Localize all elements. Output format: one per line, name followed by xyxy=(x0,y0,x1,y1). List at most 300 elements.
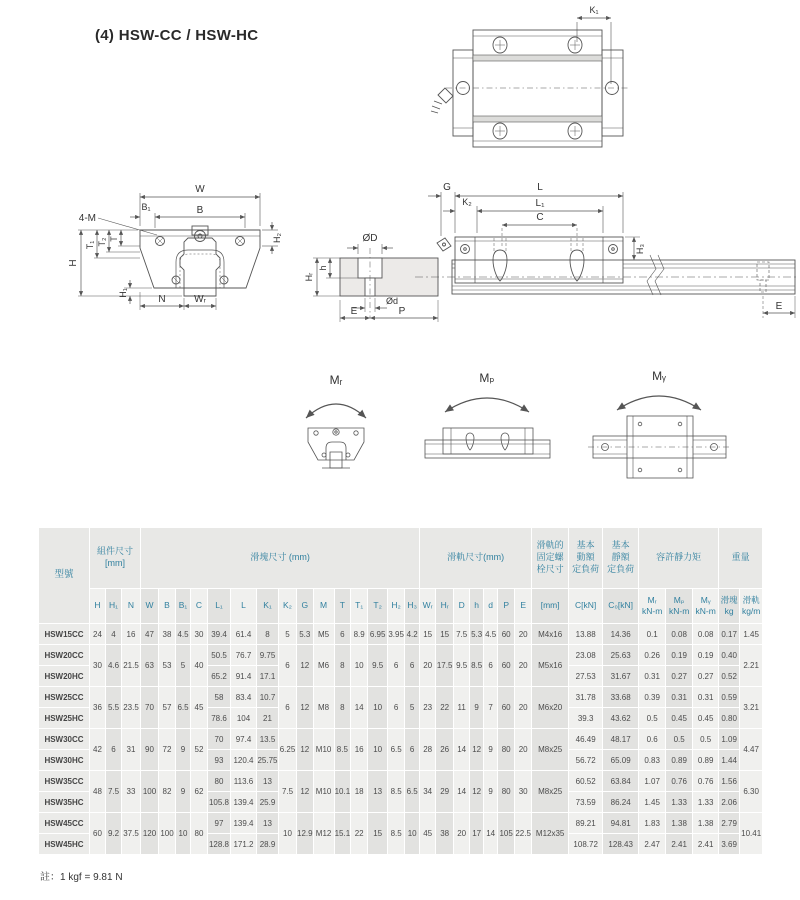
group-header: 基本 動額 定負荷 xyxy=(569,528,602,588)
moment-diagrams xyxy=(306,369,731,478)
spec-cell: 22 xyxy=(436,687,453,728)
spec-cell: 60 xyxy=(90,813,105,854)
column-header: W xyxy=(141,589,158,623)
spec-cell: 31.67 xyxy=(603,666,638,686)
group-header: 重量 xyxy=(719,528,762,588)
table-row xyxy=(39,624,762,644)
dim-label-w: W xyxy=(195,184,205,195)
column-header: C xyxy=(191,589,207,623)
model-cell: HSW35CC xyxy=(39,771,89,791)
page-title: (4) HSW-CC / HSW-HC xyxy=(95,27,259,44)
spec-table xyxy=(38,527,763,855)
spec-cell: 0.5 xyxy=(639,708,665,728)
spec-cell: 31.78 xyxy=(569,687,602,707)
spec-cell: 4.5 xyxy=(176,624,190,644)
spec-cell: 0.5 xyxy=(693,729,718,749)
spec-cell: 10 xyxy=(368,687,387,728)
spec-cell: 45 xyxy=(191,687,207,728)
spec-cell: M6 xyxy=(314,645,334,686)
spec-cell: 78.6 xyxy=(208,708,230,728)
spec-cell: 15 xyxy=(420,624,435,644)
spec-cell: 113.6 xyxy=(231,771,256,791)
spec-cell: 60.52 xyxy=(569,771,602,791)
spec-cell: 8.5 xyxy=(470,645,483,686)
spec-cell: 8 xyxy=(335,645,351,686)
spec-cell: M4x16 xyxy=(532,624,568,644)
column-header: C₀[kN] xyxy=(603,589,638,623)
spec-cell: 82 xyxy=(159,771,175,812)
spec-cell: M8x25 xyxy=(532,729,568,770)
column-header: L₁ xyxy=(208,589,230,623)
grease-nipple-icon xyxy=(431,88,453,113)
spec-cell: 39.4 xyxy=(208,624,230,644)
spec-cell: 128.43 xyxy=(603,834,638,854)
table-row xyxy=(39,687,762,707)
spec-cell: 0.08 xyxy=(693,624,718,644)
spec-cell: 12.9 xyxy=(297,813,313,854)
column-header: M xyxy=(314,589,334,623)
spec-cell: M6x20 xyxy=(532,687,568,728)
moment-mr-icon xyxy=(308,428,364,468)
spec-cell: 0.27 xyxy=(666,666,692,686)
spec-cell: 100 xyxy=(159,813,175,854)
dim-label-c: C xyxy=(536,212,544,223)
group-header: 基本 靜額 定負荷 xyxy=(603,528,638,588)
spec-cell: 5.3 xyxy=(470,624,483,644)
dim-label-n: N xyxy=(158,294,166,305)
dim-label-h2: H₂ xyxy=(272,233,282,243)
spec-cell: 0.89 xyxy=(693,750,718,770)
dim-label-4m: 4-M xyxy=(78,213,96,224)
spec-cell: 57 xyxy=(159,687,175,728)
group-header: 容許靜力矩 xyxy=(639,528,718,588)
spec-cell: 6.5 xyxy=(176,687,190,728)
column-header: [mm] xyxy=(532,589,568,623)
column-header: H₃ xyxy=(405,589,419,623)
spec-cell: 7.5 xyxy=(454,624,469,644)
spec-cell: 27.53 xyxy=(569,666,602,686)
spec-cell: 108.72 xyxy=(569,834,602,854)
spec-cell: 104 xyxy=(231,708,256,728)
group-header: 滑軌的 固定螺 栓尺寸 xyxy=(532,528,568,588)
spec-cell: 25.75 xyxy=(257,750,278,770)
spec-cell: 2.41 xyxy=(666,834,692,854)
spec-cell: 90 xyxy=(141,729,158,770)
spec-cell: 10 xyxy=(368,729,387,770)
spec-cell: 9 xyxy=(176,729,190,770)
spec-cell: 30 xyxy=(90,645,105,686)
spec-cell: 58 xyxy=(208,687,230,707)
spec-cell: 4.47 xyxy=(740,729,762,770)
spec-cell: 20 xyxy=(515,624,531,644)
spec-cell: 12 xyxy=(470,729,483,770)
spec-cell: 23.08 xyxy=(569,645,602,665)
spec-cell: 93 xyxy=(208,750,230,770)
spec-cell: 13 xyxy=(257,813,278,833)
spec-cell: 0.1 xyxy=(639,624,665,644)
dim-label-b1: B₁ xyxy=(141,202,151,212)
column-header: T xyxy=(335,589,351,623)
dim-label-h: H xyxy=(68,259,79,267)
spec-cell: 48 xyxy=(90,771,105,812)
spec-cell: 10.1 xyxy=(335,771,351,812)
spec-cell: 28.9 xyxy=(257,834,278,854)
column-header: H xyxy=(90,589,105,623)
spec-cell: 80 xyxy=(208,771,230,791)
table-column-header-row xyxy=(39,589,762,623)
spec-cell: 1.09 xyxy=(719,729,739,749)
column-header: P xyxy=(498,589,514,623)
assembly-side-view xyxy=(415,182,798,318)
spec-cell: 5.3 xyxy=(297,624,313,644)
spec-cell: 0.39 xyxy=(639,687,665,707)
column-header: L xyxy=(231,589,256,623)
column-header: H₁ xyxy=(106,589,121,623)
spec-cell: 4.6 xyxy=(106,645,121,686)
spec-cell: 63 xyxy=(141,645,158,686)
spec-cell: 0.6 xyxy=(639,729,665,749)
spec-cell: 10 xyxy=(351,645,367,686)
spec-cell: 39.3 xyxy=(569,708,602,728)
spec-cell: 1.33 xyxy=(666,792,692,812)
column-header: h xyxy=(470,589,483,623)
spec-cell: 6 xyxy=(388,645,404,686)
spec-cell: 9 xyxy=(176,771,190,812)
moment-label-mp: Mₚ xyxy=(479,371,495,385)
model-cell: HSW45HC xyxy=(39,834,89,854)
spec-cell: 6.5 xyxy=(405,771,419,812)
spec-cell: 4.2 xyxy=(405,624,419,644)
spec-cell: 23.5 xyxy=(122,687,140,728)
spec-cell: 0.76 xyxy=(666,771,692,791)
spec-cell: 5 xyxy=(405,687,419,728)
spec-cell: 6.95 xyxy=(368,624,387,644)
spec-cell: 21.5 xyxy=(122,645,140,686)
column-header: Mᵧ kN-m xyxy=(693,589,718,623)
spec-cell: 128.8 xyxy=(208,834,230,854)
spec-cell: 80 xyxy=(498,771,514,812)
dim-label-t1: T₁ xyxy=(85,240,95,250)
spec-cell: 1.07 xyxy=(639,771,665,791)
spec-cell: 9.75 xyxy=(257,645,278,665)
spec-cell: 33.68 xyxy=(603,687,638,707)
spec-cell: 9.2 xyxy=(106,813,121,854)
spec-cell: 3.21 xyxy=(740,687,762,728)
moment-label-mr: Mᵣ xyxy=(329,373,343,387)
column-header: B₁ xyxy=(176,589,190,623)
spec-cell: 5.5 xyxy=(106,687,121,728)
spec-cell: 10 xyxy=(279,813,296,854)
spec-cell: 61.4 xyxy=(231,624,256,644)
column-header: d xyxy=(484,589,497,623)
column-header: E xyxy=(515,589,531,623)
spec-cell: 9 xyxy=(484,771,497,812)
model-cell: HSW25HC xyxy=(39,708,89,728)
spec-cell: 100 xyxy=(141,771,158,812)
column-header: B xyxy=(159,589,175,623)
column-header: C[kN] xyxy=(569,589,602,623)
spec-cell: 29 xyxy=(436,771,453,812)
group-header: 組件尺寸 [mm] xyxy=(90,528,140,588)
spec-cell: 33 xyxy=(122,771,140,812)
spec-cell: 94.81 xyxy=(603,813,638,833)
spec-cell: 12 xyxy=(297,687,313,728)
spec-cell: 89.21 xyxy=(569,813,602,833)
spec-cell: 48.17 xyxy=(603,729,638,749)
spec-cell: 0.19 xyxy=(666,645,692,665)
group-header: 滑軌尺寸(mm) xyxy=(420,528,531,588)
spec-cell: 7.5 xyxy=(279,771,296,812)
spec-cell: 63.84 xyxy=(603,771,638,791)
spec-cell: 8.9 xyxy=(351,624,367,644)
spec-cell: 0.08 xyxy=(666,624,692,644)
spec-cell: 26 xyxy=(436,729,453,770)
spec-cell: 6.25 xyxy=(279,729,296,770)
spec-cell: 1.45 xyxy=(740,624,762,644)
table-row xyxy=(39,729,762,749)
dim-label-hr: Hᵣ xyxy=(304,272,314,282)
spec-cell: 6 xyxy=(279,645,296,686)
column-header: G xyxy=(297,589,313,623)
dim-label-hsmall: h xyxy=(318,265,328,271)
table-row xyxy=(39,771,762,791)
spec-cell: 0.89 xyxy=(666,750,692,770)
spec-cell: 38 xyxy=(159,624,175,644)
spec-cell: 8.5 xyxy=(388,771,404,812)
spec-cell: 20 xyxy=(515,645,531,686)
spec-cell: 6.30 xyxy=(740,771,762,812)
spec-cell: 9 xyxy=(484,729,497,770)
spec-cell: 13.88 xyxy=(569,624,602,644)
column-header: D xyxy=(454,589,469,623)
spec-cell: 25.9 xyxy=(257,792,278,812)
spec-cell: 91.4 xyxy=(231,666,256,686)
spec-cell: 34 xyxy=(420,771,435,812)
spec-cell: 15 xyxy=(436,624,453,644)
spec-cell: 0.5 xyxy=(666,729,692,749)
spec-cell: 60 xyxy=(498,687,514,728)
model-cell: HSW20CC xyxy=(39,645,89,665)
spec-cell: 2.06 xyxy=(719,792,739,812)
spec-cell: 17 xyxy=(470,813,483,854)
spec-cell: 2.41 xyxy=(693,834,718,854)
spec-cell: 13 xyxy=(368,771,387,812)
spec-cell: 6 xyxy=(405,729,419,770)
spec-cell: M12 xyxy=(314,813,334,854)
spec-cell: 139.4 xyxy=(231,792,256,812)
spec-cell: 0.83 xyxy=(639,750,665,770)
moment-my-icon xyxy=(588,416,731,478)
spec-cell: 1.56 xyxy=(719,771,739,791)
table-group-header-row xyxy=(39,528,762,588)
spec-cell: 25.63 xyxy=(603,645,638,665)
spec-cell: 120.4 xyxy=(231,750,256,770)
spec-cell: 65.09 xyxy=(603,750,638,770)
spec-cell: 6 xyxy=(335,624,351,644)
dim-label-e: E xyxy=(350,306,358,317)
spec-cell: 8.5 xyxy=(335,729,351,770)
grease-nipple-side-icon xyxy=(437,238,451,251)
spec-cell: 36 xyxy=(90,687,105,728)
column-header: T₂ xyxy=(368,589,387,623)
spec-cell: 2.21 xyxy=(740,645,762,686)
spec-cell: M5 xyxy=(314,624,334,644)
spec-cell: 17.1 xyxy=(257,666,278,686)
spec-cell: 12 xyxy=(297,645,313,686)
column-header: Wᵣ xyxy=(420,589,435,623)
column-header: K₂ xyxy=(279,589,296,623)
spec-cell: 24 xyxy=(90,624,105,644)
dim-label-p: P xyxy=(398,306,406,317)
spec-cell: 4 xyxy=(106,624,121,644)
spec-cell: 7.5 xyxy=(106,771,121,812)
spec-cell: 9.5 xyxy=(368,645,387,686)
spec-cell: 6 xyxy=(279,687,296,728)
spec-cell: 139.4 xyxy=(231,813,256,833)
spec-cell: 10 xyxy=(405,813,419,854)
spec-cell: 0.45 xyxy=(666,708,692,728)
spec-cell: 42 xyxy=(90,729,105,770)
spec-cell: 8 xyxy=(257,624,278,644)
spec-cell: 6 xyxy=(484,645,497,686)
moment-label-my: Mᵧ xyxy=(652,369,666,383)
model-cell: HSW20HC xyxy=(39,666,89,686)
spec-cell: 73.59 xyxy=(569,792,602,812)
spec-cell: 16 xyxy=(351,729,367,770)
column-header: 滑塊 kg xyxy=(719,589,739,623)
model-cell: HSW15CC xyxy=(39,624,89,644)
spec-cell: 23 xyxy=(420,687,435,728)
spec-cell: 0.80 xyxy=(719,708,739,728)
spec-cell: 50.5 xyxy=(208,645,230,665)
spec-cell: 2.79 xyxy=(719,813,739,833)
spec-cell: 6.5 xyxy=(388,729,404,770)
dim-label-l1: L₁ xyxy=(535,198,545,209)
spec-cell: 10.7 xyxy=(257,687,278,707)
spec-cell: 38 xyxy=(436,813,453,854)
spec-cell: 62 xyxy=(191,771,207,812)
spec-cell: 0.31 xyxy=(693,687,718,707)
spec-cell: 40 xyxy=(191,645,207,686)
spec-cell: 0.52 xyxy=(719,666,739,686)
spec-cell: M5x16 xyxy=(532,645,568,686)
spec-cell: 70 xyxy=(141,687,158,728)
spec-cell: 0.45 xyxy=(693,708,718,728)
spec-cell: M12x35 xyxy=(532,813,568,854)
spec-cell: 0.31 xyxy=(666,687,692,707)
spec-cell: M8x25 xyxy=(532,771,568,812)
column-header: H₂ xyxy=(388,589,404,623)
spec-cell: 13.5 xyxy=(257,729,278,749)
dim-label-od: ØD xyxy=(362,233,378,244)
spec-cell: 14 xyxy=(484,813,497,854)
spec-cell: 1.38 xyxy=(666,813,692,833)
dim-label-k2: K₂ xyxy=(462,197,472,207)
column-header: T₁ xyxy=(351,589,367,623)
spec-cell: 80 xyxy=(191,813,207,854)
spec-cell: 43.62 xyxy=(603,708,638,728)
spec-cell: 22.5 xyxy=(515,813,531,854)
spec-cell: 11 xyxy=(454,687,469,728)
dim-label-h3: H₃ xyxy=(635,243,645,255)
spec-cell: 1.83 xyxy=(639,813,665,833)
spec-cell: 2.47 xyxy=(639,834,665,854)
column-header: 滑軌 kg/m xyxy=(740,589,762,623)
spec-cell: 60 xyxy=(498,645,514,686)
spec-cell: 10 xyxy=(176,813,190,854)
model-column-header: 型號 xyxy=(39,528,89,623)
dim-label-k1: K₁ xyxy=(589,5,599,15)
column-header: Mᵣ kN-m xyxy=(639,589,665,623)
footnote: 註：1 kgf = 9.81 N xyxy=(40,872,123,883)
spec-cell: 105 xyxy=(498,813,514,854)
carriage-top-view xyxy=(431,5,630,147)
spec-cell: 86.24 xyxy=(603,792,638,812)
spec-cell: 47 xyxy=(141,624,158,644)
spec-cell: 28 xyxy=(420,729,435,770)
spec-cell: 76.7 xyxy=(231,645,256,665)
column-header: K₁ xyxy=(257,589,278,623)
model-cell: HSW35HC xyxy=(39,792,89,812)
spec-cell: 7 xyxy=(484,687,497,728)
spec-cell: 3.69 xyxy=(719,834,739,854)
spec-cell: 17.5 xyxy=(436,645,453,686)
spec-cell: 97 xyxy=(208,813,230,833)
spec-cell: 97.4 xyxy=(231,729,256,749)
spec-cell: 1.44 xyxy=(719,750,739,770)
model-cell: HSW30HC xyxy=(39,750,89,770)
spec-cell: 105.8 xyxy=(208,792,230,812)
spec-cell: 0.26 xyxy=(639,645,665,665)
spec-cell: 9.5 xyxy=(454,645,469,686)
spec-cell: 4.5 xyxy=(484,624,497,644)
spec-cell: 15.1 xyxy=(335,813,351,854)
dim-label-t2: T₂ xyxy=(97,237,107,247)
dim-label-t: T xyxy=(109,236,119,242)
carriage-front-section xyxy=(68,184,282,310)
spec-cell: 20 xyxy=(515,687,531,728)
spec-cell: 80 xyxy=(498,729,514,770)
spec-cell: 9 xyxy=(470,687,483,728)
spec-cell: 15 xyxy=(368,813,387,854)
spec-cell: 30 xyxy=(515,771,531,812)
dim-label-wr: Wᵣ xyxy=(194,294,206,305)
spec-cell: 12 xyxy=(297,771,313,812)
spec-cell: M10 xyxy=(314,771,334,812)
dim-label-e2: E xyxy=(775,301,783,312)
column-header: N xyxy=(122,589,140,623)
spec-cell: 10.41 xyxy=(740,813,762,854)
spec-cell: 8 xyxy=(335,687,351,728)
dim-label-h1: H₁ xyxy=(118,288,128,298)
spec-cell: 0.59 xyxy=(719,687,739,707)
model-cell: HSW25CC xyxy=(39,687,89,707)
spec-cell: 70 xyxy=(208,729,230,749)
spec-cell: 12 xyxy=(470,771,483,812)
spec-cell: 5 xyxy=(279,624,296,644)
column-header: Hᵣ xyxy=(436,589,453,623)
spec-cell: 14.36 xyxy=(603,624,638,644)
spec-cell: 14 xyxy=(454,729,469,770)
spec-cell: 1.33 xyxy=(693,792,718,812)
spec-cell: 6 xyxy=(388,687,404,728)
spec-cell: 18 xyxy=(351,771,367,812)
table-row xyxy=(39,813,762,833)
spec-cell: 46.49 xyxy=(569,729,602,749)
spec-cell: 31 xyxy=(122,729,140,770)
spec-cell: 0.19 xyxy=(693,645,718,665)
spec-cell: 37.5 xyxy=(122,813,140,854)
